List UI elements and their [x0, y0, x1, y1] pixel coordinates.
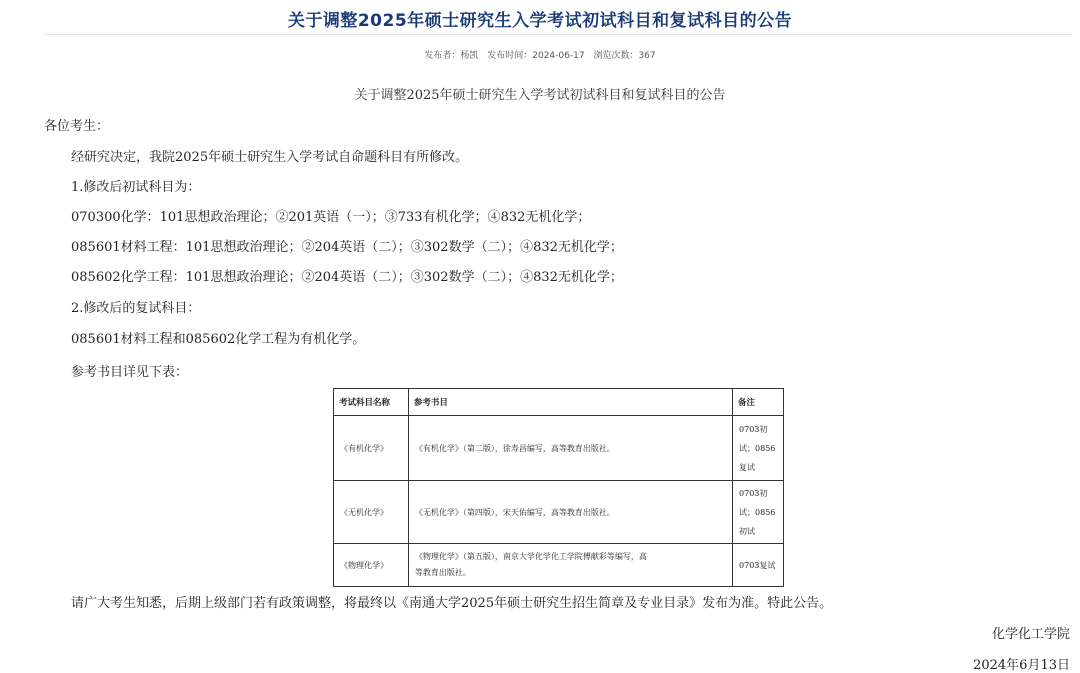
greeting: 各位考生：	[44, 119, 110, 134]
paragraph-070300: 070300化学：101思想政治理论；②201英语（一）；③733有机化学；④832无机化学；	[71, 210, 591, 225]
table-row	[334, 544, 784, 587]
subject-cell: 《有机化学》	[334, 416, 409, 481]
book-cell	[408, 544, 732, 587]
view-count-label: 浏览次数：367	[593, 51, 656, 61]
subject-cell: 《物理化学》	[334, 544, 409, 587]
table-header-row	[334, 389, 784, 416]
article-meta	[0, 48, 1080, 61]
note-cell	[733, 544, 784, 587]
note-line: 0703初	[739, 488, 768, 498]
header-subject: 考试科目名称	[334, 389, 409, 416]
subject-cell: 《无机化学》	[334, 481, 409, 544]
note-line: 0703初	[739, 424, 768, 434]
reference-books-table	[333, 388, 784, 587]
paragraph-retest-heading: 2.修改后的复试科目：	[71, 301, 201, 316]
table-row	[334, 416, 784, 481]
paragraph-085602: 085602化学工程：101思想政治理论；②204英语（二）；③302数学（二）；④832无机化学；	[71, 270, 623, 285]
paragraph-retest-detail: 085601材料工程和085602化学工程为有机化学。	[71, 332, 366, 347]
note-line: 0703复试	[739, 560, 776, 570]
article-subtitle: 关于调整2025年硕士研究生入学考试初试科目和复试科目的公告	[354, 88, 726, 103]
book-cell: 《无机化学》（第四版），宋天佑编写，高等教育出版社。	[408, 481, 732, 544]
signature-date: 2024年6月13日	[973, 658, 1070, 673]
paragraph-intro: 经研究决定，我院2025年硕士研究生入学考试自命题科目有所修改。	[71, 150, 469, 165]
header-book: 参考书目	[408, 389, 732, 416]
note-line: 试；0856	[739, 443, 776, 453]
note-line: 复试	[739, 462, 756, 472]
note-line: 试；0856	[739, 507, 776, 517]
book-line: 《物理化学》（第五版），南京大学化学化工学院傅献彩等编写，高	[414, 552, 647, 561]
title-divider	[44, 34, 1072, 35]
header-note: 备注	[733, 389, 784, 416]
book-cell: 《有机化学》（第二版），徐寿昌编写，高等教育出版社。	[408, 416, 732, 481]
paragraph-085601: 085601材料工程：101思想政治理论；②204英语（二）；③302数学（二）；④832无机化学；	[71, 240, 623, 255]
page-title: 关于调整2025年硕士研究生入学考试初试科目和复试科目的公告	[287, 11, 793, 31]
closing-paragraph: 请广大考生知悉，后期上级部门若有政策调整，将最终以《南通大学2025年硕士研究生招生简章及专业目录》发布为准。特此公告。	[71, 596, 833, 611]
publisher-label: 发布者：杨凯	[424, 51, 479, 61]
note-line: 初试	[739, 526, 756, 536]
note-cell	[733, 481, 784, 544]
paragraph-initial-subjects-heading: 1.修改后初试科目为：	[71, 180, 201, 195]
publish-time-label: 发布时间：2024-06-17	[487, 51, 585, 61]
book-line: 等教育出版社。	[414, 568, 471, 577]
table-row	[334, 481, 784, 544]
signature: 化学化工学院	[991, 627, 1070, 642]
paragraph-reference-intro: 参考书目详见下表：	[71, 365, 189, 380]
note-cell	[733, 416, 784, 481]
